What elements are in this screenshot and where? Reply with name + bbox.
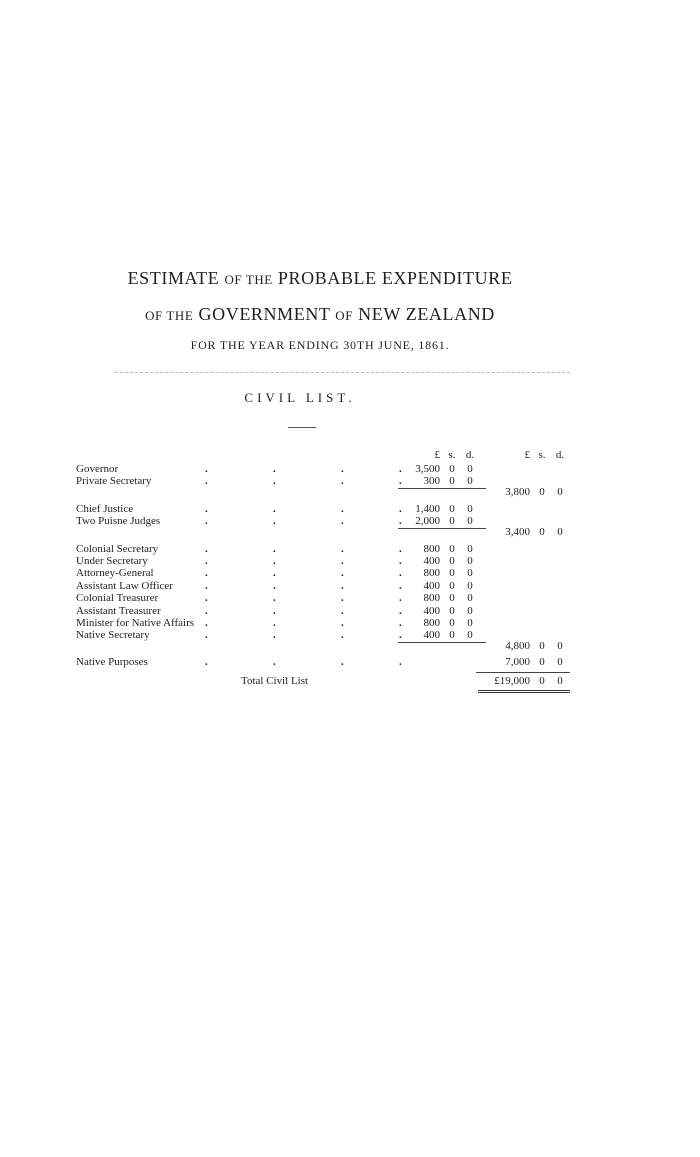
leader-dot: . — [341, 579, 344, 592]
leader-dot: . — [205, 515, 208, 528]
item-pounds: 800 — [423, 542, 440, 555]
item-pounds: 400 — [423, 629, 440, 642]
subtotal-row — [0, 639, 700, 653]
item-pounds: 400 — [423, 579, 440, 592]
item-pence: 0 — [467, 592, 473, 605]
leader-dot: . — [273, 604, 276, 617]
subtotal-shillings: 0 — [539, 525, 545, 538]
leader-dot: . — [273, 617, 276, 629]
leader-dot: . — [341, 515, 344, 528]
leader-dot: . — [205, 567, 208, 580]
leader-dot: . — [205, 592, 208, 605]
leader-dot: . — [341, 542, 344, 555]
leader-dot: . — [273, 592, 276, 605]
item-shillings: 0 — [449, 463, 455, 475]
leader-dot: . — [399, 463, 402, 475]
total-label: Total Civil List — [241, 674, 309, 687]
leader-dot: . — [205, 604, 208, 617]
leader-dot: . — [205, 655, 208, 668]
item-pence: 0 — [467, 475, 473, 488]
heading-pence-2: d. — [555, 449, 565, 461]
leader-dot: . — [341, 592, 344, 605]
item-shillings: 0 — [449, 617, 455, 629]
leader-dot: . — [205, 629, 208, 642]
item-label: Chief Justice — [76, 502, 134, 515]
item-label: Minister for Native Affairs — [76, 617, 195, 629]
item-label: Colonial Treasurer — [76, 592, 159, 605]
leader-dot: . — [273, 655, 276, 668]
leader-dot: . — [273, 515, 276, 528]
leader-dot: . — [273, 475, 276, 488]
subtotal-pounds: 3,800 — [505, 485, 530, 498]
subtotal-pence: 0 — [557, 639, 563, 652]
subtotal-row — [0, 525, 700, 539]
native-purposes-row — [0, 655, 700, 669]
leader-dot: . — [341, 502, 344, 515]
item-label: Under Secretary — [76, 555, 148, 567]
title-line-3: FOR THE YEAR ENDING 30TH JUNE, 1861. — [190, 338, 450, 352]
subtotal-pounds: 4,800 — [505, 639, 530, 652]
leader-dot: . — [399, 502, 402, 515]
item-pence: 0 — [467, 567, 473, 580]
title-line-2: OF THE GOVERNMENT OF NEW ZEALAND — [145, 304, 495, 324]
item-label: Attorney-General — [76, 567, 154, 580]
leader-dot: . — [341, 463, 344, 475]
item-pounds: 800 — [423, 567, 440, 580]
header-divider — [115, 372, 570, 373]
leader-dot: . — [205, 475, 208, 488]
section-title: CIVIL LIST. — [244, 390, 356, 405]
item-label: Assistant Treasurer — [76, 604, 161, 617]
leader-dot: . — [273, 567, 276, 580]
section-rule — [288, 427, 316, 428]
heading-pounds-1: £ — [434, 449, 440, 461]
subtotal-row — [0, 485, 700, 499]
leader-dot: . — [399, 579, 402, 592]
leader-dot: . — [341, 617, 344, 629]
leader-dot: . — [399, 515, 402, 528]
leader-dot: . — [205, 502, 208, 515]
leader-dot: . — [205, 579, 208, 592]
item-pounds: 800 — [423, 617, 440, 629]
subtotal-pounds: 3,400 — [505, 525, 530, 538]
item-label: Assistant Law Officer — [76, 579, 173, 592]
leader-dot: . — [399, 604, 402, 617]
leader-dot: . — [399, 475, 402, 488]
leader-dot: . — [273, 463, 276, 475]
subtotal-shillings: 0 — [539, 485, 545, 498]
item-pounds: 800 — [423, 592, 440, 605]
item-shillings: 0 — [449, 579, 455, 592]
item-pence: 0 — [467, 604, 473, 617]
total-shillings: 0 — [539, 674, 545, 687]
total-pounds: £19,000 — [494, 674, 530, 687]
item-label: Native Secretary — [76, 629, 150, 642]
native-purposes-pounds: 7,000 — [505, 655, 530, 668]
item-label: Two Puisne Judges — [76, 515, 161, 528]
leader-dot: . — [205, 555, 208, 567]
item-shillings: 0 — [449, 502, 455, 515]
item-label: Governor — [76, 463, 119, 475]
item-pence: 0 — [467, 515, 473, 528]
leader-dot: . — [205, 617, 208, 629]
heading-pence-1: d. — [465, 449, 475, 461]
leader-dot: . — [273, 542, 276, 555]
item-pence: 0 — [467, 555, 473, 567]
item-pounds: 1,400 — [415, 502, 440, 515]
leader-dot: . — [399, 555, 402, 567]
leader-dot: . — [273, 629, 276, 642]
subtotal-pence: 0 — [557, 525, 563, 538]
leader-dot: . — [399, 592, 402, 605]
native-purposes-pence: 0 — [557, 655, 563, 668]
item-label: Colonial Secretary — [76, 542, 159, 555]
item-shillings: 0 — [449, 555, 455, 567]
item-pence: 0 — [467, 629, 473, 642]
item-pence: 0 — [467, 542, 473, 555]
leader-dot: . — [399, 567, 402, 580]
item-shillings: 0 — [449, 592, 455, 605]
total-rule — [476, 672, 570, 673]
leader-dot: . — [341, 555, 344, 567]
item-label: Native Purposes — [76, 655, 148, 668]
leader-dot: . — [341, 475, 344, 488]
leader-dot: . — [273, 502, 276, 515]
title-line-1: ESTIMATE OF THE PROBABLE EXPENDITURE — [127, 268, 513, 288]
leader-dot: . — [273, 579, 276, 592]
item-shillings: 0 — [449, 567, 455, 580]
item-pounds: 300 — [423, 475, 440, 488]
item-shillings: 0 — [449, 475, 455, 488]
leader-dot: . — [205, 463, 208, 475]
subtotal-shillings: 0 — [539, 639, 545, 652]
item-pence: 0 — [467, 463, 473, 475]
item-shillings: 0 — [449, 604, 455, 617]
leader-dot: . — [341, 567, 344, 580]
heading-shillings-1: s. — [448, 449, 456, 461]
item-label: Private Secretary — [76, 475, 152, 488]
total-pence: 0 — [557, 674, 563, 687]
item-pence: 0 — [467, 502, 473, 515]
column-headings — [0, 448, 700, 462]
item-shillings: 0 — [449, 629, 455, 642]
item-shillings: 0 — [449, 515, 455, 528]
total-row — [0, 674, 700, 688]
item-pounds: 400 — [423, 604, 440, 617]
item-shillings: 0 — [449, 542, 455, 555]
native-purposes-shillings: 0 — [539, 655, 545, 668]
leader-dot: . — [399, 617, 402, 629]
heading-shillings-2: s. — [538, 449, 546, 461]
leader-dot: . — [341, 655, 344, 668]
leader-dot: . — [341, 629, 344, 642]
item-pounds: 3,500 — [415, 463, 440, 475]
leader-dot: . — [399, 542, 402, 555]
total-double-rule — [478, 690, 570, 693]
heading-pounds-2: £ — [524, 449, 530, 461]
leader-dot: . — [341, 604, 344, 617]
subtotal-pence: 0 — [557, 485, 563, 498]
item-pence: 0 — [467, 617, 473, 629]
item-pounds: 400 — [423, 555, 440, 567]
leader-dot: . — [399, 629, 402, 642]
item-pounds: 2,000 — [415, 515, 440, 528]
leader-dot: . — [205, 542, 208, 555]
leader-dot: . — [273, 555, 276, 567]
item-pence: 0 — [467, 579, 473, 592]
leader-dot: . — [399, 655, 402, 668]
